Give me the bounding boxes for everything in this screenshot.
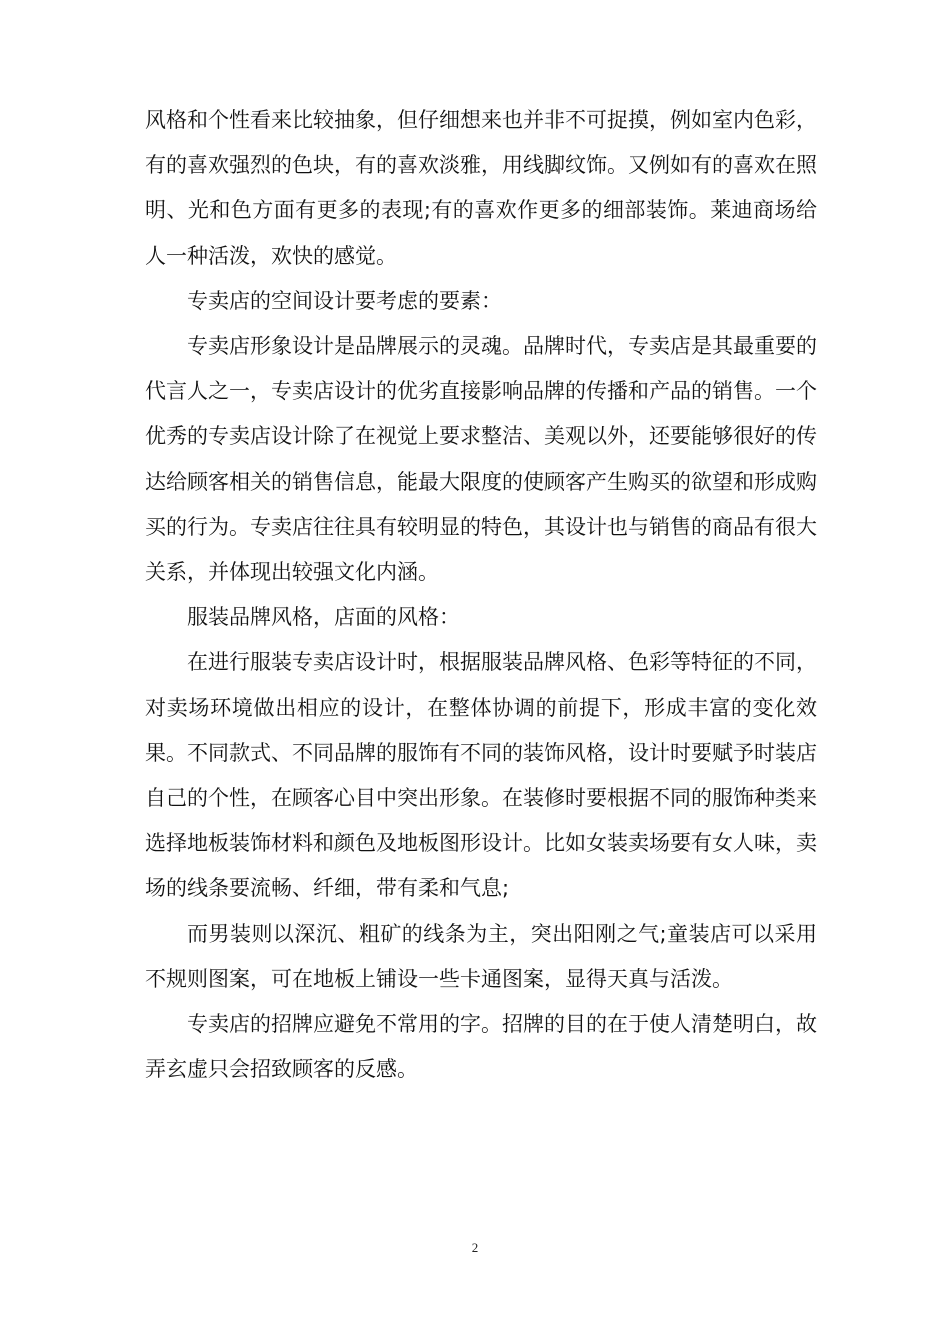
document-body	[145, 98, 817, 1092]
page-number: 2	[471, 1240, 479, 1255]
paragraph-menswear-kidswear: 而男装则以深沉、粗矿的线条为主，突出阳刚之气;童装店可以采用不规则图案，可在地板上铺设一些卡通图案，显得天真与活泼。	[145, 921, 817, 991]
paragraph-brand-style-heading: 服装品牌风格，店面的风格：	[187, 605, 460, 630]
paragraph-space-design-heading: 专卖店的空间设计要考虑的要素：	[187, 288, 502, 313]
paragraph-clothing-store-design: 在进行服装专卖店设计时，根据服装品牌风格、色彩等特征的不同，对卖场环境做出相应的设计，在整体协调的前提下，形成丰富的变化效果。不同款式、不同品牌的服饰有不同的装饰风格，设计时要赋予时装店自己的个性，在顾客心目中突出形象。在装修时要根据不同的服饰种类来选择地板装饰材料和颜色及地板图形设计。比如女装卖场要有女人味，卖场的线条要流畅、纤细，带有柔和气息;	[145, 650, 817, 901]
paragraph-style-personality: 风格和个性看来比较抽象，但仔细想来也并非不可捉摸，例如室内色彩，有的喜欢强烈的色块，有的喜欢淡雅，用线脚纹饰。又例如有的喜欢在照明、光和色方面有更多的表现;有的喜欢作更多的细部装饰。莱迪商场给人一种活泼，欢快的感觉。	[145, 108, 817, 268]
paragraph-image-design: 专卖店形象设计是品牌展示的灵魂。品牌时代，专卖店是其最重要的代言人之一，专卖店设计的优劣直接影响品牌的传播和产品的销售。一个优秀的专卖店设计除了在视觉上要求整洁、美观以外，还要能够很好的传达给顾客相关的销售信息，能最大限度的使顾客产生购买的欲望和形成购买的行为。专卖店往往具有较明显的特色，其设计也与销售的商品有很大关系，并体现出较强文化内涵。	[145, 334, 817, 585]
paragraph-signboard: 专卖店的招牌应避免不常用的字。招牌的目的在于使人清楚明白，故弄玄虚只会招致顾客的反感。	[145, 1012, 817, 1082]
